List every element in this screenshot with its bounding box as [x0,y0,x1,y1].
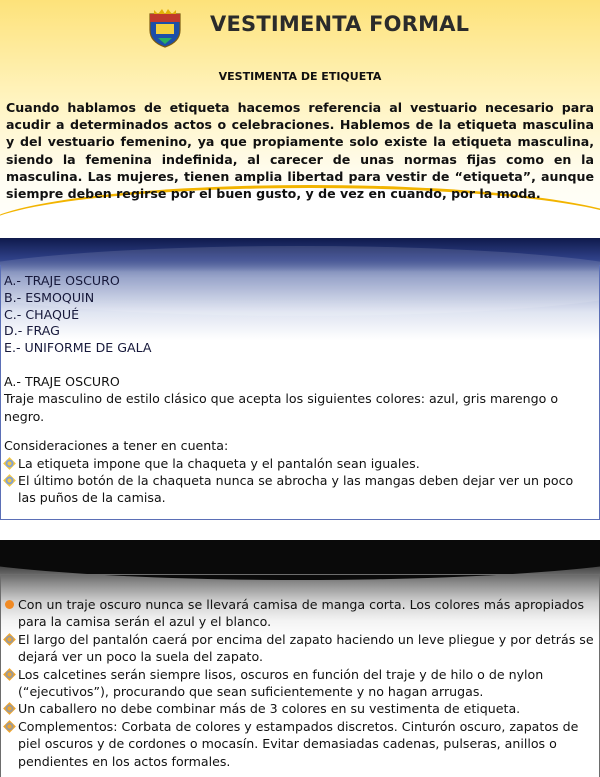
consideration-text: Con un traje oscuro nunca se llevará camisa de manga corta. Los colores más apropiados para la camisa serán el azul y el blanco. [18,597,585,630]
list-item [4,666,594,701]
option-item: E.- UNIFORME DE GALA [4,340,152,356]
list-item [4,596,594,631]
option-item: D.- FRAG [4,323,60,339]
list-item [4,631,594,666]
intro-paragraph: Cuando hablamos de etiqueta hacemos referencia al vestuario necesario para acudir a determinados actos o celebraciones. Hablemos de la etiqueta masculina y del vestuario femenino, ya que propiamente solo existe la etiqueta masculina, siendo la femenina indefinida, al carecer de unas normas fijas como en la masculina. Las mujeres, tienen amplia libertad para vestir de “etiqueta”, aunque siempre deben regirse por el buen gusto, y de vez en cuando, por la moda. [6,100,594,202]
consideration-text: El largo del pantalón caerá por encima del zapato haciendo un leve pliegue y por detrás se dejará ver un poco la suela del zapato. [18,631,594,665]
list-item [4,700,594,717]
diamond-bullet-icon [3,633,16,646]
option-item: C.- CHAQUÉ [4,306,80,322]
slide-intro [0,0,600,238]
diamond-bullet-icon [3,474,16,487]
attire-options-list [4,273,152,357]
considerations-list [4,455,592,506]
traje-oscuro-description: Traje masculino de estilo clásico que acepta los siguientes colores: azul, gris marengo o negro. [4,391,559,424]
slide-more-considerations [0,540,600,777]
coat-of-arms-icon [146,6,184,48]
list-item [4,472,592,506]
document-title: VESTIMENTA FORMAL [210,12,470,36]
diamond-bullet-icon [3,703,16,716]
consideration-text: Un caballero no debe combinar más de 3 colores en su vestimenta de etiqueta. [18,701,521,717]
traje-oscuro-subheading: A.- TRAJE OSCURO [4,374,120,389]
orange-bullet-icon [5,600,14,609]
diamond-bullet-icon [3,720,16,733]
consideration-text: Los calcetines serán siempre lisos, oscuros en función del traje y de hilo o de nylon (“ejecutivos”), procurando que sean suficientemente y no hagan arrugas. [18,666,544,700]
more-considerations-list [4,596,594,770]
list-item [4,455,592,472]
considerations-title: Consideraciones a tener en cuenta: [4,438,229,453]
slide-options [0,238,600,522]
consideration-text: El último botón de la chaqueta nunca se abrocha y las mangas deben dejar ver un poco las puños de la camisa. [18,473,574,505]
consideration-text: Complementos: Corbata de colores y estampados discretos. Cinturón oscuro, zapatos de piel oscuros y de cordones o mocasín. Evitar demasiadas cadenas, pulseras, anillos o pendientes en los actos formales. [18,718,579,769]
option-item: A.- TRAJE OSCURO [4,273,120,288]
list-item [4,718,594,770]
consideration-text: La etiqueta impone que la chaqueta y el pantalón sean iguales. [18,456,420,471]
section-heading: VESTIMENTA DE ETIQUETA [218,70,382,83]
diamond-bullet-icon [3,457,16,470]
option-item: B.- ESMOQUIN [4,289,95,305]
diamond-bullet-icon [3,668,16,681]
